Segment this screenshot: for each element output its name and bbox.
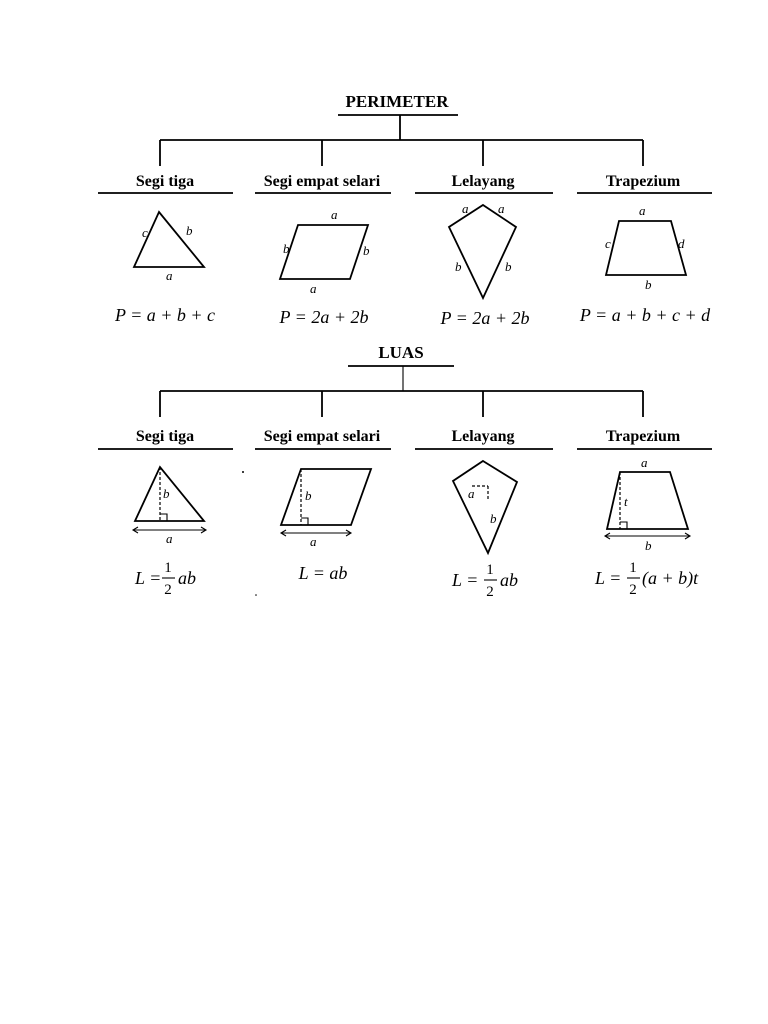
luas-kite-formula-prefix: L = [452,570,479,590]
perimeter-trapezium-label-bottom: b [645,277,652,292]
perimeter-kite-label-tl: a [462,201,469,216]
luas-triangle-formula-suffix: ab [178,568,196,588]
luas-triangle-formula [134,560,196,598]
luas-trapezium-shape [607,472,688,529]
luas-trapezium-formula-prefix: L = [595,568,622,588]
luas-kite-label-a: a [468,486,475,501]
luas-trapezium-label-top: a [641,455,648,470]
scan-speck [242,471,244,473]
luas-title: LUAS [378,343,424,362]
perimeter-kite-formula: P = 2a + 2b [440,308,530,328]
perimeter-kite-label-bl: b [455,259,462,274]
perimeter-heading-segi-empat-selari: Segi empat selari [263,173,381,190]
perimeter-triangle-label-a: a [166,268,173,283]
perimeter-parallelogram-formula: P = 2a + 2b [279,307,369,327]
luas-trapezium-label-bottom: b [645,538,652,553]
perimeter-parallelogram-label-top: a [331,207,338,222]
luas-trapezium-label-height: t [624,494,628,509]
perimeter-trapezium-shape [606,221,686,275]
perimeter-trapezium-label-right: d [678,236,685,251]
perimeter-parallelogram-shape [280,225,368,279]
perimeter-tree [160,115,643,166]
perimeter-triangle-formula: P = a + b + c [114,305,216,325]
perimeter-parallelogram-label-bottom: a [310,281,317,296]
perimeter-trapezium-label-top: a [639,203,646,218]
luas-parallelogram-right-angle [301,518,308,525]
perimeter-heading-lelayang: Lelayang [451,173,515,190]
luas-kite-shape [453,461,517,553]
luas-kite-label-b: b [490,511,497,526]
luas-tree [160,366,643,417]
perimeter-parallelogram-label-left: b [283,241,290,256]
luas-parallelogram-label-base: a [310,534,317,549]
luas-triangle-shape [135,467,204,521]
luas-trapezium-formula-num: 1 [629,560,637,576]
perimeter-parallelogram-label-right: b [363,243,370,258]
luas-parallelogram-label-height: b [305,488,312,503]
scan-speck [255,594,257,596]
perimeter-triangle-label-c: c [142,225,148,240]
luas-triangle-formula-den: 2 [164,582,172,598]
luas-triangle-right-angle [160,514,167,521]
perimeter-heading-segi-tiga: Segi tiga [135,173,195,190]
luas-kite-formula-suffix: ab [500,570,518,590]
luas-kite-formula-num: 1 [486,562,494,578]
perimeter-kite-label-br: b [505,259,512,274]
luas-triangle-formula-prefix: L = [135,568,162,588]
luas-heading-trapezium: Trapezium [605,428,681,445]
luas-triangle-label-base: a [166,531,173,546]
luas-heading-segi-empat-selari: Segi empat selari [263,428,381,445]
perimeter-heading-trapezium: Trapezium [605,173,681,190]
perimeter-triangle-label-b: b [186,223,193,238]
luas-heading-lelayang: Lelayang [451,428,515,445]
luas-kite-formula [451,562,518,600]
luas-parallelogram-shape [281,469,371,525]
luas-trapezium-formula [594,560,699,598]
perimeter-trapezium-formula: P = a + b + c + d [579,305,711,325]
luas-parallelogram-formula: L = ab [298,563,348,583]
perimeter-trapezium-label-left: c [605,236,611,251]
luas-trapezium-right-angle [620,522,627,529]
luas-trapezium-formula-suffix: (a + b)t [642,568,699,588]
luas-kite-formula-den: 2 [486,584,494,600]
luas-triangle-formula-num: 1 [164,560,172,576]
luas-triangle-label-height: b [163,486,170,501]
perimeter-title: PERIMETER [345,92,449,111]
perimeter-kite-shape [449,205,516,298]
luas-trapezium-formula-den: 2 [629,582,637,598]
luas-heading-segi-tiga: Segi tiga [135,428,195,445]
perimeter-kite-label-tr: a [498,201,505,216]
